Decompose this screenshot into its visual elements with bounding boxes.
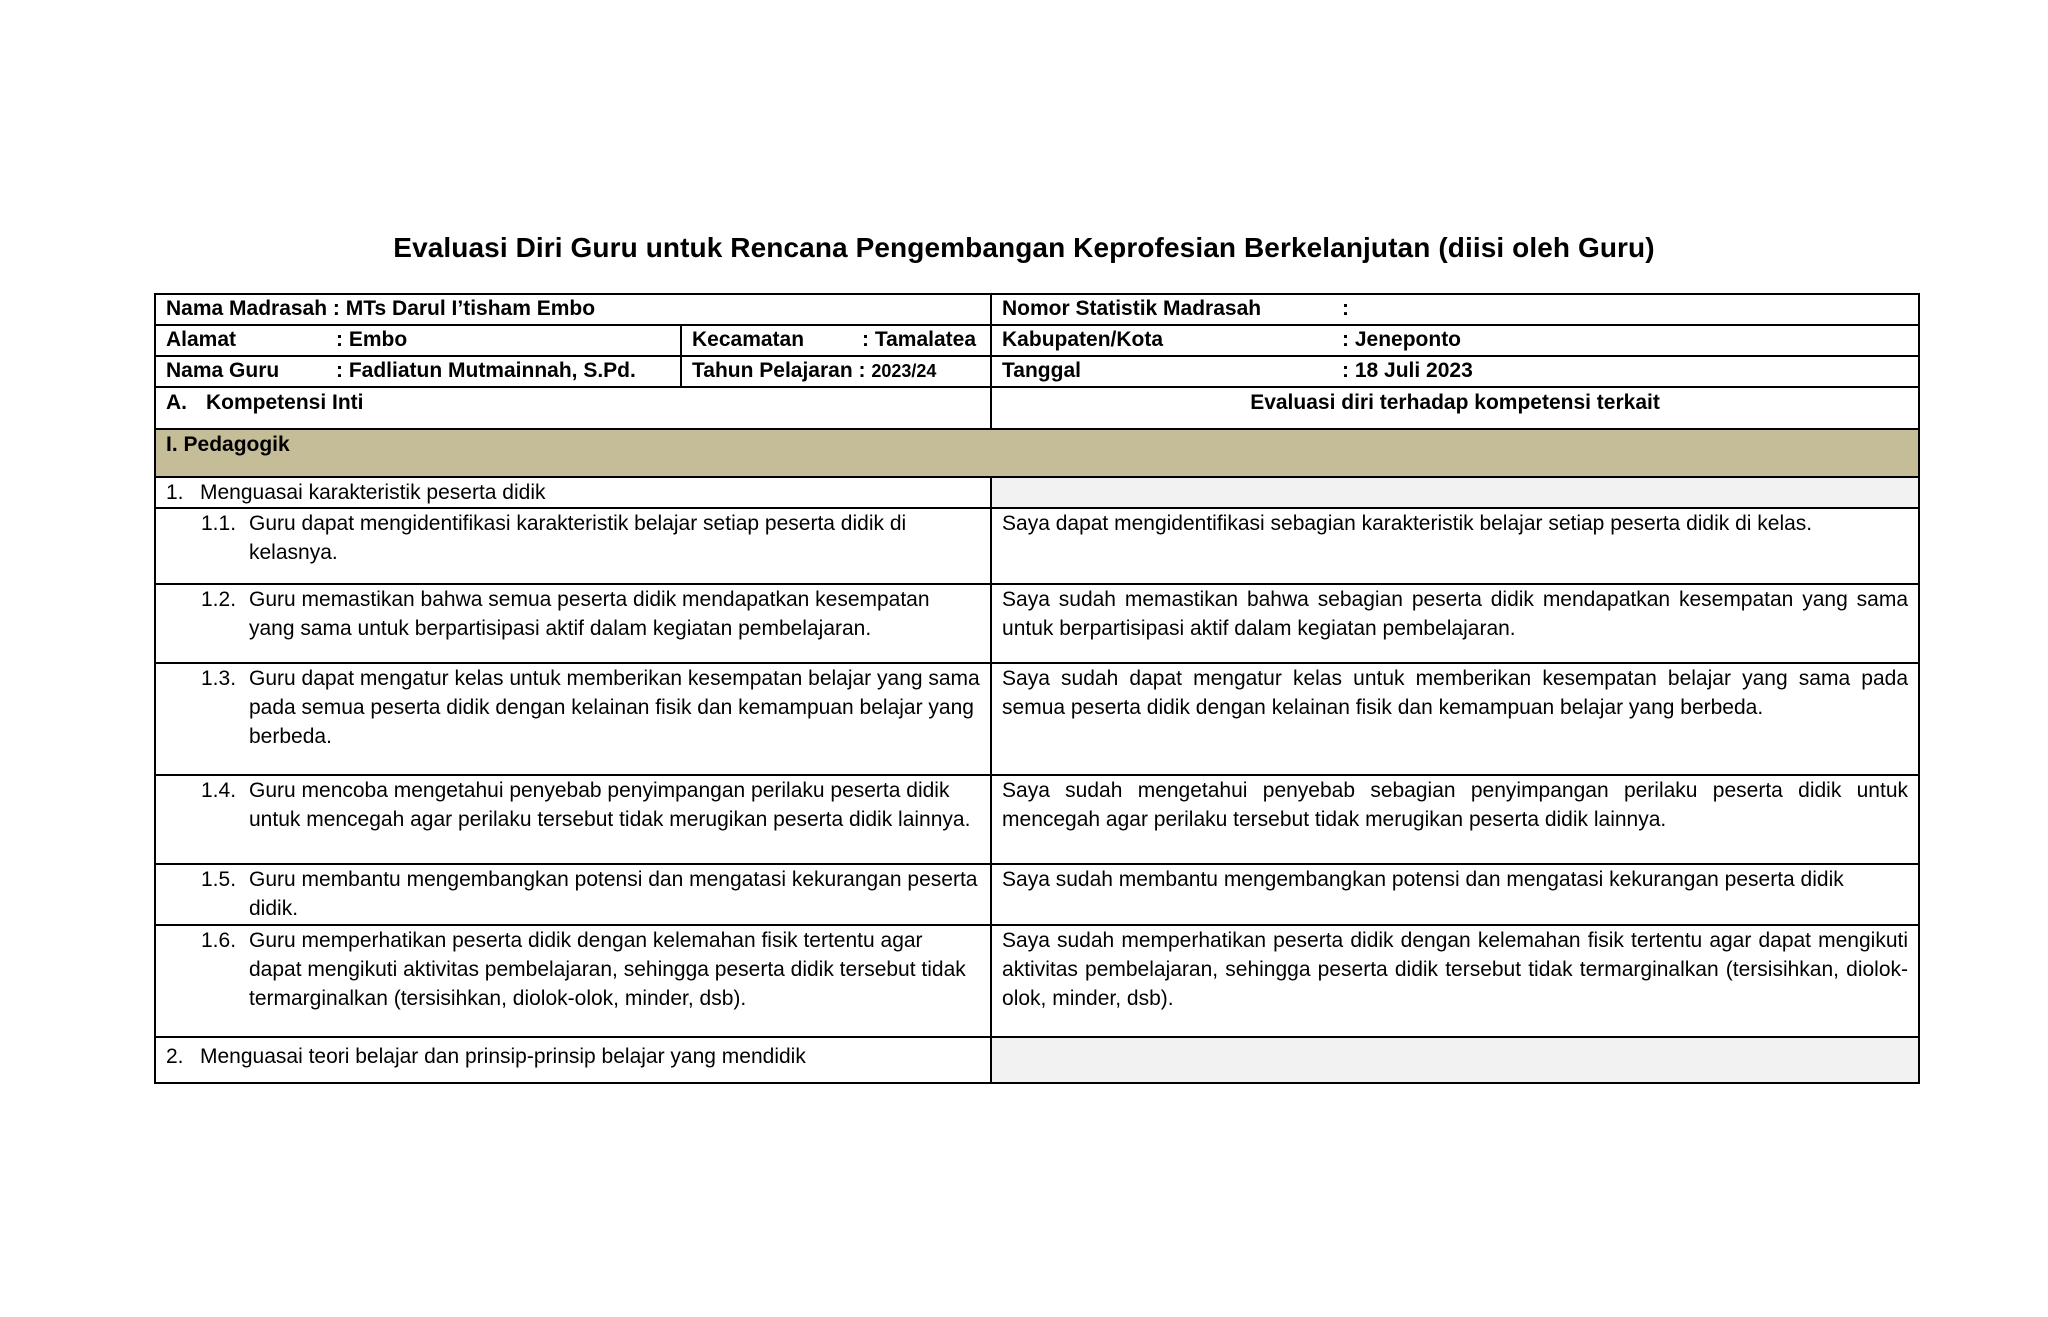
column-header-right: Evaluasi diri terhadap kompetensi terkait bbox=[991, 387, 1919, 429]
alamat-label: Alamat bbox=[166, 328, 237, 351]
competency-title-cell bbox=[155, 477, 991, 508]
item-text-cell bbox=[155, 663, 991, 775]
item-text-cell bbox=[155, 584, 991, 663]
nama-madrasah-cell bbox=[155, 294, 991, 325]
competency-title: Menguasai karakteristik peserta didik bbox=[200, 481, 546, 504]
item-text: Guru membantu mengembangkan potensi dan mengatasi kekurangan peserta didik. bbox=[249, 868, 978, 920]
tahun-cell bbox=[681, 356, 991, 387]
competency-title: Menguasai teori belajar dan prinsip-prinsip belajar yang mendidik bbox=[200, 1045, 806, 1068]
nama-guru-cell bbox=[155, 356, 681, 387]
nama-madrasah-label: Nama Madrasah bbox=[166, 297, 328, 320]
item-text-cell bbox=[155, 864, 991, 925]
competency-row bbox=[155, 1037, 1919, 1083]
competency-title-cell bbox=[155, 1037, 991, 1083]
item-num: 1.5. bbox=[201, 868, 237, 891]
tahun-label: Tahun Pelajaran : bbox=[692, 359, 866, 382]
nama-guru-value: : Fadliatun Mutmainnah, S.Pd. bbox=[336, 359, 636, 382]
item-text-cell bbox=[155, 925, 991, 1037]
item-text-cell bbox=[155, 775, 991, 864]
item-num: 1.2. bbox=[201, 588, 237, 611]
item-num: 1.6. bbox=[201, 929, 237, 952]
column-header-left bbox=[155, 387, 991, 429]
item-text: Guru dapat mengatur kelas untuk memberikan kesempatan belajar yang sama pada semua peserta didik dengan kelainan fisik dan kemampuan belajar yang berbeda. bbox=[249, 667, 980, 748]
competency-num: 2. bbox=[166, 1045, 184, 1068]
evaluation-table bbox=[154, 293, 1920, 1084]
tanggal-value: : 18 Juli 2023 bbox=[1342, 359, 1473, 382]
tahun-value: 2023/24 bbox=[871, 361, 937, 381]
kecamatan-label: Kecamatan bbox=[692, 328, 805, 351]
item-eval: Saya sudah memperhatikan peserta didik dengan kelemahan fisik tertentu agar dapat mengikuti aktivitas pembelajaran, sehingga peserta didik tersebut tidak termarginalkan (tersisihkan, diolok-olok, minder, dsb). bbox=[991, 925, 1919, 1037]
info-row-guru bbox=[155, 356, 1919, 387]
competency-eval-empty bbox=[991, 477, 1919, 508]
nama-guru-label: Nama Guru bbox=[166, 359, 280, 382]
section-row bbox=[155, 429, 1919, 477]
info-row-alamat bbox=[155, 325, 1919, 356]
item-text-cell bbox=[155, 508, 991, 584]
table-row bbox=[155, 864, 1919, 925]
section-title: I. Pedagogik bbox=[155, 429, 1919, 477]
page-title: Evaluasi Diri Guru untuk Rencana Pengembangan Keprofesian Berkelanjutan (diisi oleh Guru) bbox=[393, 232, 1655, 263]
item-text: Guru mencoba mengetahui penyebab penyimpangan perilaku peserta didik untuk mencegah agar perilaku tersebut tidak merugikan peserta didik lainnya. bbox=[249, 779, 971, 831]
tanggal-cell bbox=[991, 356, 1919, 387]
item-text: Guru dapat mengidentifikasi karakteristik belajar setiap peserta didik di kelasnya. bbox=[249, 512, 907, 564]
column-header-row bbox=[155, 387, 1919, 429]
kabupaten-value: : Jeneponto bbox=[1342, 328, 1462, 351]
nama-madrasah-value: : MTs Darul I’tisham Embo bbox=[332, 297, 596, 320]
item-num: 1.4. bbox=[201, 779, 237, 802]
tanggal-label: Tanggal bbox=[1002, 359, 1081, 382]
table-row bbox=[155, 508, 1919, 584]
column-header-num: A. bbox=[166, 391, 187, 414]
kecamatan-cell bbox=[681, 325, 991, 356]
item-eval: Saya dapat mengidentifikasi sebagian karakteristik belajar setiap peserta didik di kelas. bbox=[991, 508, 1919, 584]
alamat-cell bbox=[155, 325, 681, 356]
table-row bbox=[155, 584, 1919, 663]
kabupaten-cell bbox=[991, 325, 1919, 356]
info-row-madrasah bbox=[155, 294, 1919, 325]
table-row bbox=[155, 775, 1919, 864]
column-header-left-label: Kompetensi Inti bbox=[206, 391, 364, 414]
nomor-statistik-label: Nomor Statistik Madrasah bbox=[1002, 297, 1262, 320]
competency-row bbox=[155, 477, 1919, 508]
item-text: Guru memastikan bahwa semua peserta didik mendapatkan kesempatan yang sama untuk berpartisipasi aktif dalam kegiatan pembelajaran. bbox=[249, 588, 930, 640]
item-eval: Saya sudah mengetahui penyebab sebagian penyimpangan perilaku peserta didik untuk mencegah agar perilaku tersebut tidak merugikan peserta didik lainnya. bbox=[991, 775, 1919, 864]
item-num: 1.3. bbox=[201, 667, 237, 690]
kecamatan-value: : Tamalatea bbox=[862, 328, 976, 351]
item-text: Guru memperhatikan peserta didik dengan kelemahan fisik tertentu agar dapat mengikuti aktivitas pembelajaran, sehingga peserta didik tersebut tidak termarginalkan (tersisihkan, diolok-olok, minder, dsb). bbox=[249, 929, 966, 1010]
competency-eval-empty bbox=[991, 1037, 1919, 1083]
nomor-statistik-value: : bbox=[1342, 297, 1350, 320]
alamat-value: : Embo bbox=[336, 328, 408, 351]
kabupaten-label: Kabupaten/Kota bbox=[1002, 328, 1164, 351]
item-num: 1.1. bbox=[201, 512, 237, 535]
table-row bbox=[155, 663, 1919, 775]
item-eval: Saya sudah membantu mengembangkan potensi dan mengatasi kekurangan peserta didik bbox=[991, 864, 1919, 925]
nomor-statistik-cell bbox=[991, 294, 1919, 325]
competency-num: 1. bbox=[166, 481, 184, 504]
item-eval: Saya sudah dapat mengatur kelas untuk memberikan kesempatan belajar yang sama pada semua peserta didik dengan kelainan fisik dan kemampuan belajar yang berbeda. bbox=[991, 663, 1919, 775]
item-eval: Saya sudah memastikan bahwa sebagian peserta didik mendapatkan kesempatan yang sama untuk berpartisipasi aktif dalam kegiatan pembelajaran. bbox=[991, 584, 1919, 663]
table-row bbox=[155, 925, 1919, 1037]
